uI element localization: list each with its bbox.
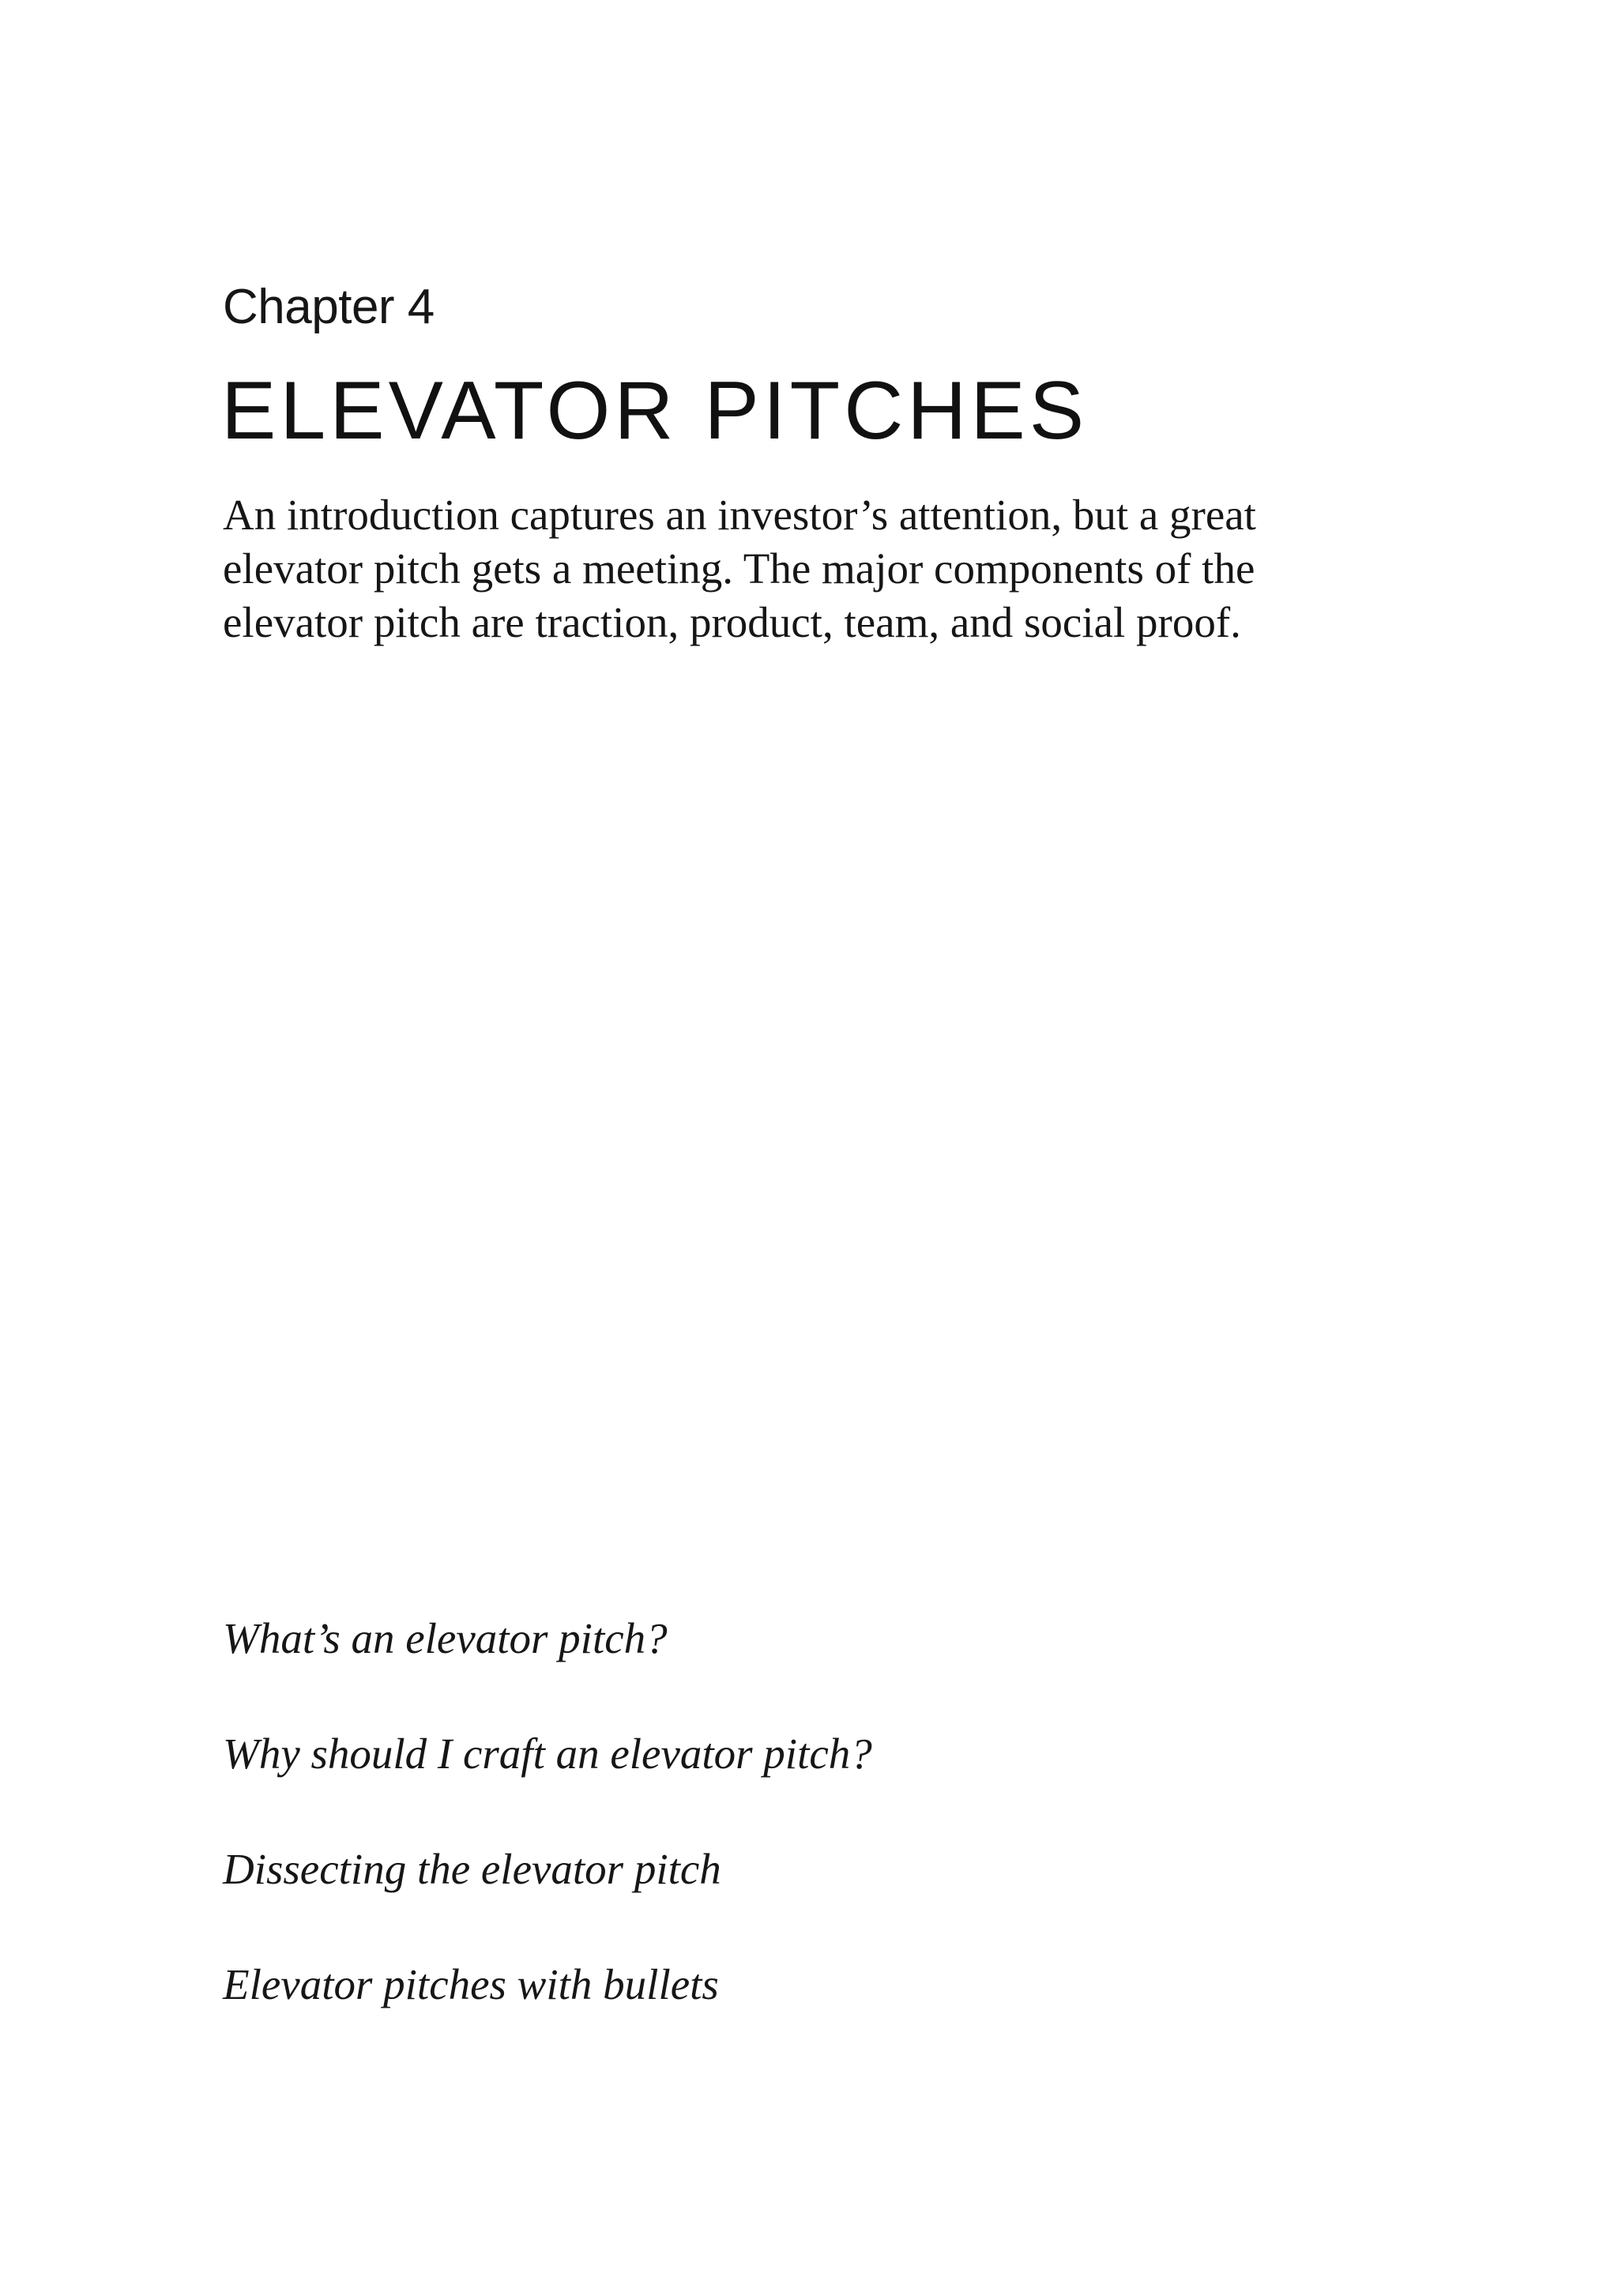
intro-line: elevator pitch are traction, product, team, and social proof. [223, 598, 1241, 646]
chapter-topics-list [223, 1612, 872, 2073]
chapter-title: ELEVATOR PITCHES [221, 365, 1089, 457]
topic-item: What’s an elevator pitch? [223, 1614, 668, 1662]
topic-item: Dissecting the elevator pitch [223, 1845, 721, 1893]
intro-line: An introduction captures an investor’s attention, but a great [223, 491, 1256, 539]
chapter-number: Chapter 4 [223, 280, 435, 334]
intro-line: elevator pitch gets a meeting. The major components of the [223, 544, 1255, 593]
topic-item: Elevator pitches with bullets [223, 1960, 719, 2008]
topic-item: Why should I craft an elevator pitch? [223, 1730, 872, 1778]
chapter-intro [223, 488, 1329, 649]
